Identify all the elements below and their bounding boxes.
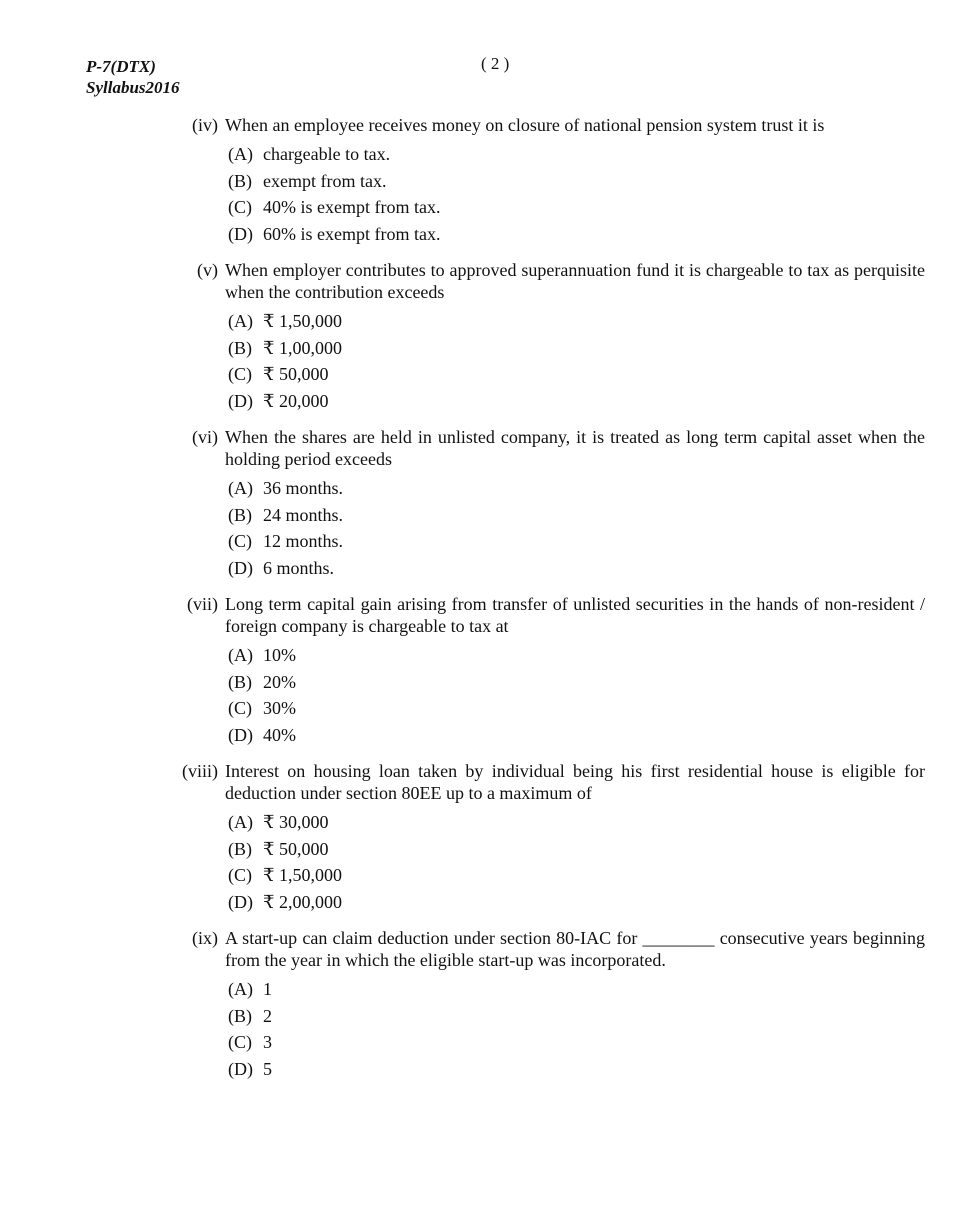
option-item xyxy=(228,1029,974,1056)
option-text: 2 xyxy=(263,1005,272,1026)
option-letter: (B) xyxy=(228,671,252,692)
option-letter: (C) xyxy=(228,698,252,718)
option-letter: (D) xyxy=(228,724,253,745)
option-letter: (C) xyxy=(228,865,252,885)
option-item xyxy=(228,722,974,749)
option-letter: (D) xyxy=(228,891,253,912)
question-item xyxy=(0,593,974,748)
option-list xyxy=(228,308,974,414)
question-number: (ix) xyxy=(192,928,218,948)
option-letter: (C) xyxy=(228,531,252,551)
option-item xyxy=(228,475,974,502)
paper-header xyxy=(86,56,180,98)
option-text: 20% xyxy=(263,671,296,692)
option-text: 30% xyxy=(263,698,296,718)
option-letter: (A) xyxy=(228,645,253,665)
paper-code: P-7(DTX) xyxy=(86,57,156,76)
option-item xyxy=(228,388,974,415)
option-text: chargeable to tax. xyxy=(263,144,391,164)
option-item xyxy=(228,1003,974,1030)
question-list xyxy=(0,114,974,1094)
option-text: ₹ 2,00,000 xyxy=(263,891,342,912)
question-item xyxy=(0,927,974,1082)
option-text: ₹ 1,50,000 xyxy=(263,865,342,885)
option-text: ₹ 20,000 xyxy=(263,390,329,411)
question-text: When the shares are held in unlisted company, it is treated as long term capital asset when the holding period exceeds xyxy=(225,427,925,469)
page-number: ( 2 ) xyxy=(481,54,510,73)
option-letter: (A) xyxy=(228,311,253,331)
question-number: (vi) xyxy=(192,427,218,447)
option-text: 24 months. xyxy=(263,504,344,525)
option-list xyxy=(228,809,974,915)
option-item xyxy=(228,141,974,168)
option-letter: (A) xyxy=(228,144,253,164)
option-letter: (B) xyxy=(228,1005,252,1026)
option-letter: (D) xyxy=(228,557,253,578)
option-item xyxy=(228,168,974,195)
option-item xyxy=(228,695,974,722)
option-item xyxy=(228,862,974,889)
option-letter: (D) xyxy=(228,390,253,411)
question-text: When employer contributes to approved superannuation fund it is chargeable to tax as perquisite when the contribution exceeds xyxy=(225,260,925,302)
option-item xyxy=(228,889,974,916)
option-text: ₹ 50,000 xyxy=(263,364,329,384)
option-letter: (A) xyxy=(228,979,253,999)
option-list xyxy=(228,475,974,581)
option-letter: (A) xyxy=(228,478,253,498)
question-item xyxy=(0,114,974,247)
option-item xyxy=(228,809,974,836)
option-letter: (B) xyxy=(228,337,252,358)
option-text: 60% is exempt from tax. xyxy=(263,223,441,244)
question-text: Interest on housing loan taken by individual being his first residential house is eligible for deduction under section 80EE up to a maximum of xyxy=(225,761,925,803)
option-letter: (C) xyxy=(228,1032,252,1052)
option-text: 36 months. xyxy=(263,478,344,498)
option-letter: (B) xyxy=(228,838,252,859)
option-item xyxy=(228,642,974,669)
option-text: 12 months. xyxy=(263,531,344,551)
option-letter: (D) xyxy=(228,223,253,244)
option-letter: (B) xyxy=(228,170,252,191)
option-item xyxy=(228,308,974,335)
option-letter: (A) xyxy=(228,812,253,832)
question-number: (iv) xyxy=(192,115,218,135)
option-item xyxy=(228,1056,974,1083)
option-letter: (B) xyxy=(228,504,252,525)
option-text: ₹ 1,00,000 xyxy=(263,337,342,358)
option-letter: (C) xyxy=(228,364,252,384)
option-text: ₹ 30,000 xyxy=(263,812,329,832)
option-item xyxy=(228,836,974,863)
option-text: 3 xyxy=(263,1032,272,1052)
option-text: exempt from tax. xyxy=(263,170,387,191)
question-text: Long term capital gain arising from transfer of unlisted securities in the hands of non-resident / foreign company is chargeable to tax at xyxy=(225,594,925,636)
question-number: (v) xyxy=(197,260,218,280)
option-item xyxy=(228,194,974,221)
option-text: ₹ 50,000 xyxy=(263,838,329,859)
option-item xyxy=(228,221,974,248)
option-item xyxy=(228,361,974,388)
question-text: A start-up can claim deduction under section 80-IAC for ________ consecutive years beginning from the year in which the eligible start-up was incorporated. xyxy=(225,928,925,970)
question-item xyxy=(0,259,974,414)
option-text: 5 xyxy=(263,1058,272,1079)
option-list xyxy=(228,141,974,247)
option-item xyxy=(228,502,974,529)
option-text: 40% xyxy=(263,724,296,745)
option-letter: (D) xyxy=(228,1058,253,1079)
option-text: 10% xyxy=(263,645,296,665)
option-item xyxy=(228,976,974,1003)
option-item xyxy=(228,669,974,696)
option-item xyxy=(228,335,974,362)
option-text: 1 xyxy=(263,979,272,999)
option-text: ₹ 1,50,000 xyxy=(263,311,342,331)
question-number: (vii) xyxy=(187,594,218,614)
question-item xyxy=(0,760,974,915)
question-item xyxy=(0,426,974,581)
option-item xyxy=(228,528,974,555)
option-item xyxy=(228,555,974,582)
option-list xyxy=(228,976,974,1082)
question-number: (viii) xyxy=(182,761,218,781)
syllabus-label: Syllabus2016 xyxy=(86,78,180,97)
option-text: 40% is exempt from tax. xyxy=(263,197,441,217)
option-list xyxy=(228,642,974,748)
option-letter: (C) xyxy=(228,197,252,217)
option-text: 6 months. xyxy=(263,557,335,578)
question-text: When an employee receives money on closure of national pension system trust it is xyxy=(225,115,825,135)
